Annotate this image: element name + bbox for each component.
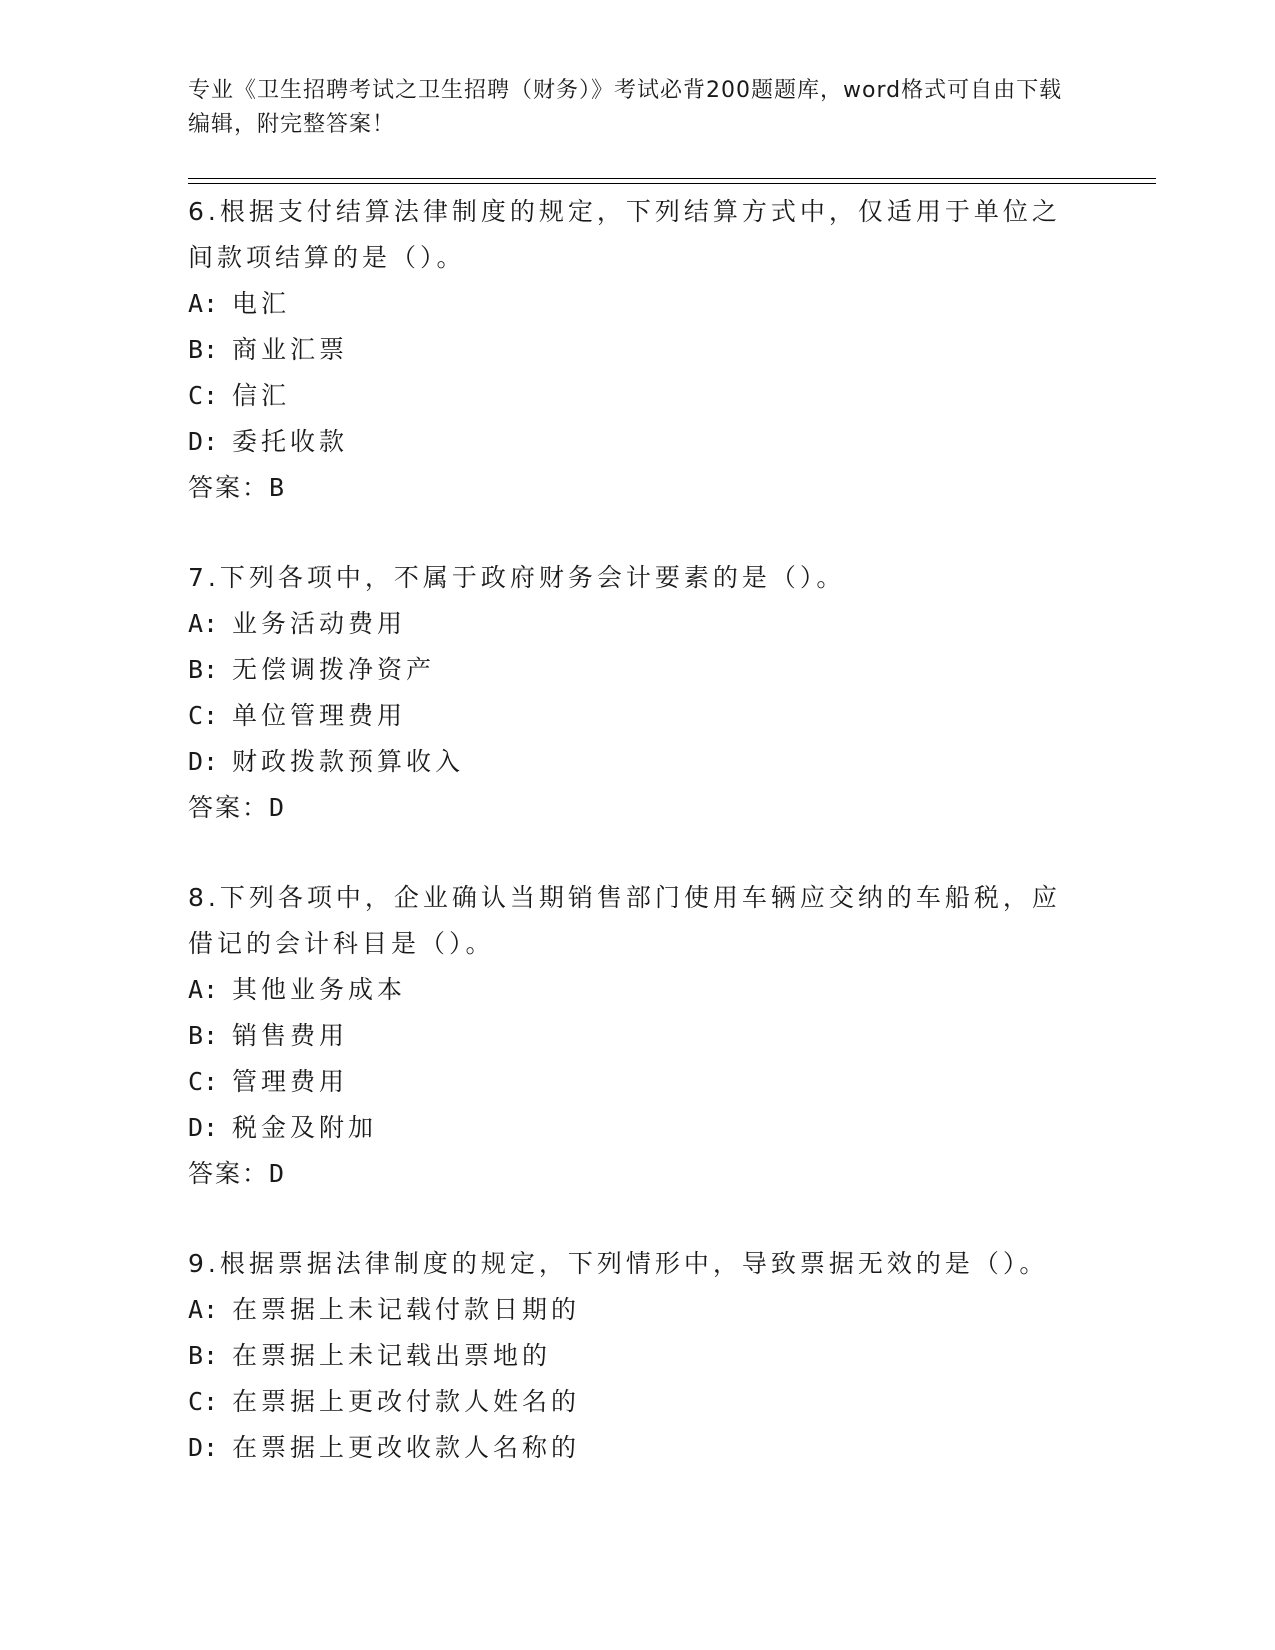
header-divider-top xyxy=(188,178,1156,179)
option-text: 销售费用 xyxy=(232,1021,349,1050)
answer-label: 答案： xyxy=(188,1159,270,1188)
option-text: 商业汇票 xyxy=(232,335,349,364)
option-letter: D: xyxy=(188,1433,219,1462)
answer-line xyxy=(188,785,1068,831)
option-text: 在票据上更改收款人名称的 xyxy=(232,1433,581,1462)
option-b xyxy=(188,1333,1068,1379)
option-c xyxy=(188,1059,1068,1105)
question-8 xyxy=(188,875,1068,1197)
answer-line xyxy=(188,465,1068,511)
option-c xyxy=(188,373,1068,419)
option-letter: C: xyxy=(188,1067,219,1096)
option-letter: D: xyxy=(188,427,219,456)
option-d xyxy=(188,1105,1068,1151)
option-c xyxy=(188,693,1068,739)
option-a xyxy=(188,967,1068,1013)
option-c xyxy=(188,1379,1068,1425)
option-b xyxy=(188,1013,1068,1059)
option-text: 信汇 xyxy=(232,381,291,410)
answer-value: B xyxy=(269,473,285,502)
option-letter: B: xyxy=(188,655,219,684)
question-9 xyxy=(188,1241,1068,1471)
option-letter: C: xyxy=(188,1387,219,1416)
option-text: 单位管理费用 xyxy=(232,701,407,730)
question-text: 6.根据支付结算法律制度的规定，下列结算方式中，仅适用于单位之间款项结算的是（）。 xyxy=(188,197,1061,272)
answer-label: 答案： xyxy=(188,473,270,502)
option-letter: A: xyxy=(188,289,219,318)
option-letter: D: xyxy=(188,1113,219,1142)
option-text: 在票据上更改付款人姓名的 xyxy=(232,1387,581,1416)
option-b xyxy=(188,327,1068,373)
question-7 xyxy=(188,555,1068,831)
option-text: 在票据上未记载出票地的 xyxy=(232,1341,552,1370)
option-letter: A: xyxy=(188,975,219,1004)
question-list xyxy=(188,189,1068,1515)
option-a xyxy=(188,601,1068,647)
header-divider-bottom xyxy=(188,183,1156,184)
option-text: 财政拨款预算收入 xyxy=(232,747,465,776)
option-text: 委托收款 xyxy=(232,427,349,456)
question-text: 7.下列各项中，不属于政府财务会计要素的是（）。 xyxy=(188,563,846,592)
option-text: 电汇 xyxy=(232,289,291,318)
option-a xyxy=(188,281,1068,327)
option-d xyxy=(188,739,1068,785)
question-text: 9.根据票据法律制度的规定，下列情形中，导致票据无效的是（）。 xyxy=(188,1249,1049,1278)
answer-line xyxy=(188,1151,1068,1197)
answer-value: D xyxy=(269,1159,285,1188)
option-d xyxy=(188,1425,1068,1471)
answer-value: D xyxy=(269,793,285,822)
option-text: 管理费用 xyxy=(232,1067,349,1096)
question-6 xyxy=(188,189,1068,511)
option-letter: B: xyxy=(188,1021,219,1050)
option-letter: C: xyxy=(188,701,219,730)
option-letter: A: xyxy=(188,609,219,638)
option-d xyxy=(188,419,1068,465)
option-a xyxy=(188,1287,1068,1333)
option-b xyxy=(188,647,1068,693)
option-letter: B: xyxy=(188,1341,219,1370)
option-letter: A: xyxy=(188,1295,219,1324)
option-text: 其他业务成本 xyxy=(232,975,407,1004)
answer-label: 答案： xyxy=(188,793,270,822)
option-letter: D: xyxy=(188,747,219,776)
option-text: 在票据上未记载付款日期的 xyxy=(232,1295,581,1324)
option-text: 无偿调拨净资产 xyxy=(232,655,436,684)
document-header: 专业《卫生招聘考试之卫生招聘（财务）》考试必背200题题库，word格式可自由下载编辑，附完整答案！ xyxy=(188,78,1063,137)
option-text: 税金及附加 xyxy=(232,1113,378,1142)
option-letter: B: xyxy=(188,335,219,364)
option-letter: C: xyxy=(188,381,219,410)
option-text: 业务活动费用 xyxy=(232,609,407,638)
question-text: 8.下列各项中，企业确认当期销售部门使用车辆应交纳的车船税，应借记的会计科目是（）。 xyxy=(188,883,1061,958)
